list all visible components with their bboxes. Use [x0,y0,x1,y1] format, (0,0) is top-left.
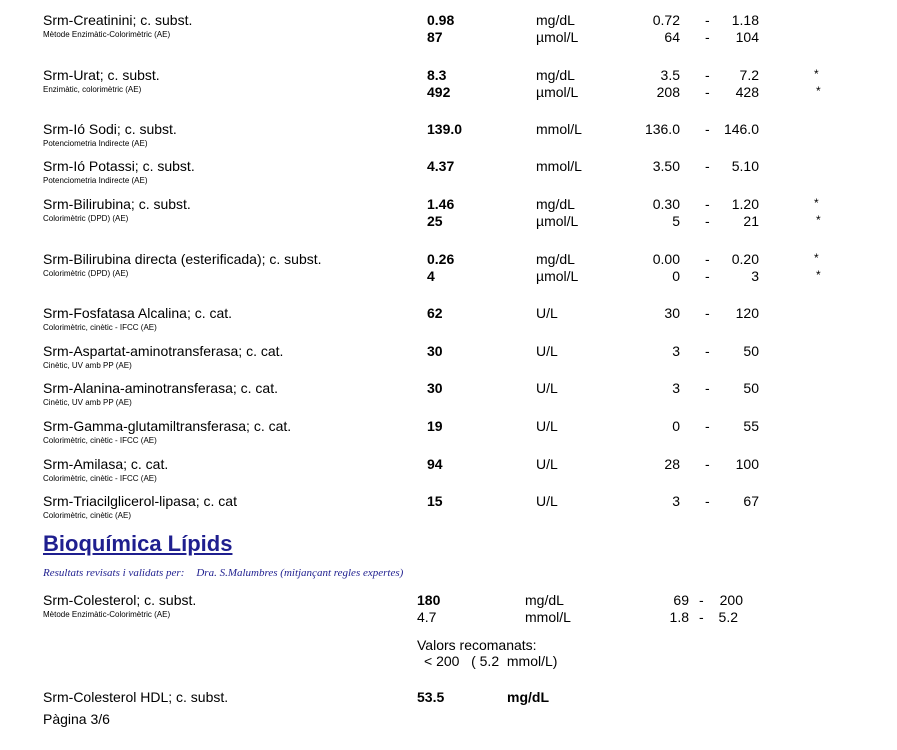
result-value: 15 [427,493,443,509]
range-separator: - [705,268,710,284]
result-unit: mmol/L [536,158,582,174]
test-method: Colorimètric, cinètic - IFCC (AE) [43,474,157,483]
range-high: 0.20 [731,251,759,267]
result-unit: µmol/L [536,84,579,100]
test-row-cholesterol [0,592,897,632]
abnormal-flag: * [814,196,819,210]
test-method: Potenciometria Indirecte (AE) [43,139,148,148]
range-high: 200 [719,592,743,608]
result-value: 1.46 [427,196,455,212]
test-name: Srm-Bilirubina; c. subst. [43,196,191,212]
range-low: 69 [673,592,689,608]
result-value: 25 [427,213,443,229]
result-unit: mg/dL [507,689,549,705]
abnormal-flag: * [816,84,821,98]
recommended-value: < 200 ( 5.2 mmol/L) [424,653,558,669]
test-row [0,418,897,458]
result-value: 4.37 [427,158,455,174]
test-row [0,456,897,496]
range-high: 5.2 [718,609,738,625]
result-value: 180 [417,592,441,608]
result-unit: U/L [536,305,558,321]
result-value: 62 [427,305,443,321]
result-value: 87 [427,29,443,45]
result-unit: mg/dL [525,592,564,608]
result-value: 30 [427,380,443,396]
range-low: 136.0 [644,121,680,137]
range-separator: - [699,592,704,608]
result-unit: mmol/L [536,121,582,137]
result-value: 0.26 [427,251,455,267]
range-high: 7.2 [739,67,759,83]
test-name: Srm-Triacilglicerol-lipasa; c. cat [43,493,237,509]
range-separator: - [705,251,710,267]
range-low: 3 [672,380,680,396]
test-name: Srm-Alanina-aminotransferasa; c. cat. [43,380,278,396]
range-high: 120 [735,305,759,321]
range-low: 0.00 [652,251,680,267]
test-row [0,67,897,107]
range-separator: - [699,609,704,625]
range-high: 50 [743,380,759,396]
result-unit: U/L [536,380,558,396]
range-low: 0.30 [652,196,680,212]
range-high: 67 [743,493,759,509]
test-method: Colorimètric, cinètic - IFCC (AE) [43,436,157,445]
range-high: 21 [743,213,759,229]
test-row [0,343,897,383]
result-value: 94 [427,456,443,472]
test-name: Srm-Amilasa; c. cat. [43,456,169,472]
range-low: 3 [672,493,680,509]
result-value: 19 [427,418,443,434]
test-method: Cinètic, UV amb PP (AE) [43,361,132,370]
result-unit: mg/dL [536,12,575,28]
range-low: 5 [672,213,680,229]
range-low: 30 [664,305,680,321]
range-high: 146.0 [723,121,759,137]
test-name: Srm-Ió Potassi; c. subst. [43,158,195,174]
test-row [0,493,897,533]
range-separator: - [705,12,710,28]
range-separator: - [705,196,710,212]
result-unit: U/L [536,493,558,509]
test-method: Cinètic, UV amb PP (AE) [43,398,132,407]
test-method: Mètode Enzimàtic-Colorimètric (AE) [43,610,171,619]
test-method: Colorimètric, cinètic (AE) [43,511,132,520]
range-low: 0 [672,418,680,434]
test-method: Colorimètric (DPD) (AE) [43,269,129,278]
result-unit: µmol/L [536,268,579,284]
range-low: 28 [664,456,680,472]
range-high: 5.10 [731,158,759,174]
test-method: Colorimètric, cinètic - IFCC (AE) [43,323,157,332]
test-method: Enzimàtic, colorimètric (AE) [43,85,142,94]
result-value: 139.0 [427,121,463,137]
test-row [0,251,897,291]
range-low: 208 [656,84,680,100]
test-method: Colorimètric (DPD) (AE) [43,214,129,223]
result-unit: µmol/L [536,213,579,229]
validated-label: Resultats revisats i validats per: [43,567,185,579]
result-unit: U/L [536,456,558,472]
range-separator: - [705,29,710,45]
range-low: 0.72 [652,12,680,28]
test-name: Srm-Creatinini; c. subst. [43,12,193,28]
abnormal-flag: * [816,268,821,282]
range-low: 0 [672,268,680,284]
range-high: 3 [751,268,759,284]
range-separator: - [705,418,710,434]
range-high: 104 [735,29,759,45]
range-low: 3.50 [652,158,680,174]
test-name: Srm-Urat; c. subst. [43,67,160,83]
result-unit: mmol/L [525,609,571,625]
range-separator: - [705,305,710,321]
range-low: 1.8 [669,609,689,625]
range-separator: - [705,343,710,359]
recommended-label: Valors recomanats: [417,637,537,653]
result-unit: U/L [536,418,558,434]
range-separator: - [705,84,710,100]
result-value: 30 [427,343,443,359]
test-method: Mètode Enzimàtic-Colorimètric (AE) [43,30,171,39]
range-high: 50 [743,343,759,359]
range-separator: - [705,121,710,137]
abnormal-flag: * [814,67,819,81]
result-unit: mg/dL [536,67,575,83]
abnormal-flag: * [814,251,819,265]
test-row [0,380,897,420]
range-separator: - [705,213,710,229]
test-name: Srm-Ió Sodi; c. subst. [43,121,177,137]
result-value: 0.98 [427,12,455,28]
page-number: Pàgina 3/6 [43,711,110,727]
test-row [0,196,897,236]
range-high: 100 [735,456,759,472]
range-low: 3.5 [660,67,680,83]
result-value: 53.5 [417,689,445,705]
range-separator: - [705,158,710,174]
result-value: 8.3 [427,67,447,83]
range-separator: - [705,493,710,509]
test-row [0,305,897,345]
result-value: 4.7 [417,609,437,625]
abnormal-flag: * [816,213,821,227]
result-unit: mg/dL [536,196,575,212]
range-high: 1.20 [731,196,759,212]
range-separator: - [705,380,710,396]
test-name: Srm-Fosfatasa Alcalina; c. cat. [43,305,233,321]
test-row-hdl [0,689,897,729]
range-high: 55 [743,418,759,434]
validated-by: Dra. S.Malumbres (mitjançant regles expertes) [196,567,404,579]
test-row [0,158,897,198]
test-name: Srm-Bilirubina directa (esterificada); c. subst. [43,251,322,267]
result-value: 492 [427,84,451,100]
range-separator: - [705,456,710,472]
validation-note [43,567,403,579]
test-row [0,12,897,52]
test-row [0,121,897,161]
range-low: 64 [664,29,680,45]
test-method: Potenciometria Indirecte (AE) [43,176,148,185]
result-unit: U/L [536,343,558,359]
range-separator: - [705,67,710,83]
test-name: Srm-Colesterol HDL; c. subst. [43,689,229,705]
result-unit: mg/dL [536,251,575,267]
test-name: Srm-Colesterol; c. subst. [43,592,197,608]
section-title-lipids: Bioquímica Lípids [43,531,233,556]
result-value: 4 [427,268,435,284]
test-name: Srm-Gamma-glutamiltransferasa; c. cat. [43,418,292,434]
test-name: Srm-Aspartat-aminotransferasa; c. cat. [43,343,284,359]
range-high: 428 [735,84,759,100]
range-low: 3 [672,343,680,359]
result-unit: µmol/L [536,29,579,45]
range-high: 1.18 [731,12,759,28]
